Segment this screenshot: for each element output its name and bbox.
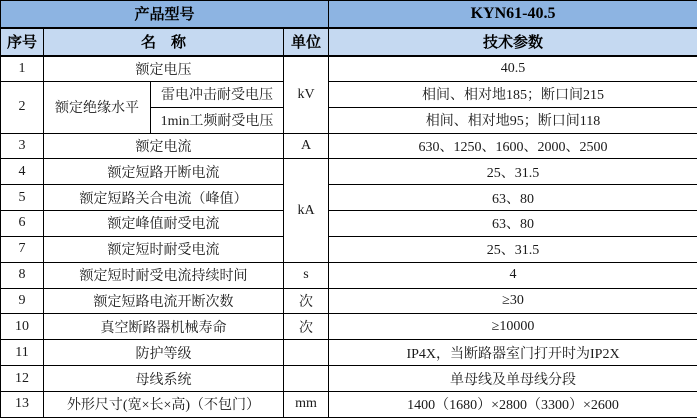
param-name: 额定短路关合电流（峰值）: [44, 185, 284, 211]
unit-cell: A: [284, 133, 329, 159]
table-row: [1, 185, 697, 211]
unit-cell: mm: [284, 391, 329, 417]
column-header-name: 名 称: [44, 28, 284, 56]
unit-cell: [284, 366, 329, 392]
table-row: [1, 236, 697, 262]
param-name: 母线系统: [44, 366, 284, 392]
param-value: 单母线及单母线分段: [329, 366, 697, 392]
row-no: 11: [1, 340, 44, 366]
param-name: 外形尺寸(宽×长×高)（不包门）: [44, 391, 284, 417]
row-no: 1: [1, 56, 44, 82]
table-row: [1, 133, 697, 159]
table-row: [1, 56, 697, 82]
unit-cell: kA: [284, 159, 329, 262]
column-header-index: 序号: [1, 28, 44, 56]
param-name: 额定峰值耐受电流: [44, 211, 284, 237]
table-row: [1, 391, 697, 417]
row-no: 6: [1, 211, 44, 237]
param-value: 相间、相对地185；断口间215: [329, 81, 697, 107]
param-subname: 雷电冲击耐受电压: [151, 81, 284, 107]
row-no: 10: [1, 314, 44, 340]
table-row: [1, 288, 697, 314]
param-name: 额定短时耐受电流持续时间: [44, 262, 284, 288]
row-no: 3: [1, 133, 44, 159]
row-no: 13: [1, 391, 44, 417]
header-row-product-model: [1, 1, 697, 28]
column-header-unit: 单位: [284, 28, 329, 56]
unit-cell: 次: [284, 288, 329, 314]
param-value: 25、31.5: [329, 236, 697, 262]
param-name: 真空断路器机械寿命: [44, 314, 284, 340]
table-row: [1, 159, 697, 185]
param-value: 63、80: [329, 185, 697, 211]
row-no: 12: [1, 366, 44, 392]
product-model-label: 产品型号: [1, 1, 329, 28]
param-value: 630、1250、1600、2000、2500: [329, 133, 697, 159]
param-name: 额定短路电流开断次数: [44, 288, 284, 314]
table-row: [1, 340, 697, 366]
param-value: 40.5: [329, 56, 697, 82]
row-no: 4: [1, 159, 44, 185]
param-value: 25、31.5: [329, 159, 697, 185]
unit-cell: s: [284, 262, 329, 288]
row-no: 7: [1, 236, 44, 262]
param-name: 额定电流: [44, 133, 284, 159]
table-row: [1, 262, 697, 288]
table-row: [1, 314, 697, 340]
param-name: 额定短路开断电流: [44, 159, 284, 185]
table-row: [1, 366, 697, 392]
row-no: 9: [1, 288, 44, 314]
param-name: 防护等级: [44, 340, 284, 366]
row-no: 2: [1, 81, 44, 133]
param-value: 相间、相对地95；断口间118: [329, 107, 697, 133]
param-value: 4: [329, 262, 697, 288]
param-subname: 1min工频耐受电压: [151, 107, 284, 133]
param-value: 63、80: [329, 211, 697, 237]
param-value: IP4X，当断路器室门打开时为IP2X: [329, 340, 697, 366]
unit-cell: kV: [284, 56, 329, 134]
table-row: [1, 81, 697, 107]
header-row-columns: [1, 28, 697, 56]
column-header-params: 技术参数: [329, 28, 697, 56]
row-no: 8: [1, 262, 44, 288]
product-model-value: KYN61-40.5: [329, 1, 697, 28]
param-value: 1400（1680）×2800（3300）×2600: [329, 391, 697, 417]
table-row: [1, 211, 697, 237]
unit-cell: [284, 340, 329, 366]
param-name: 额定绝缘水平: [44, 81, 151, 133]
row-no: 5: [1, 185, 44, 211]
param-name: 额定电压: [44, 56, 284, 82]
unit-cell: 次: [284, 314, 329, 340]
param-value: ≥10000: [329, 314, 697, 340]
param-value: ≥30: [329, 288, 697, 314]
param-name: 额定短时耐受电流: [44, 236, 284, 262]
